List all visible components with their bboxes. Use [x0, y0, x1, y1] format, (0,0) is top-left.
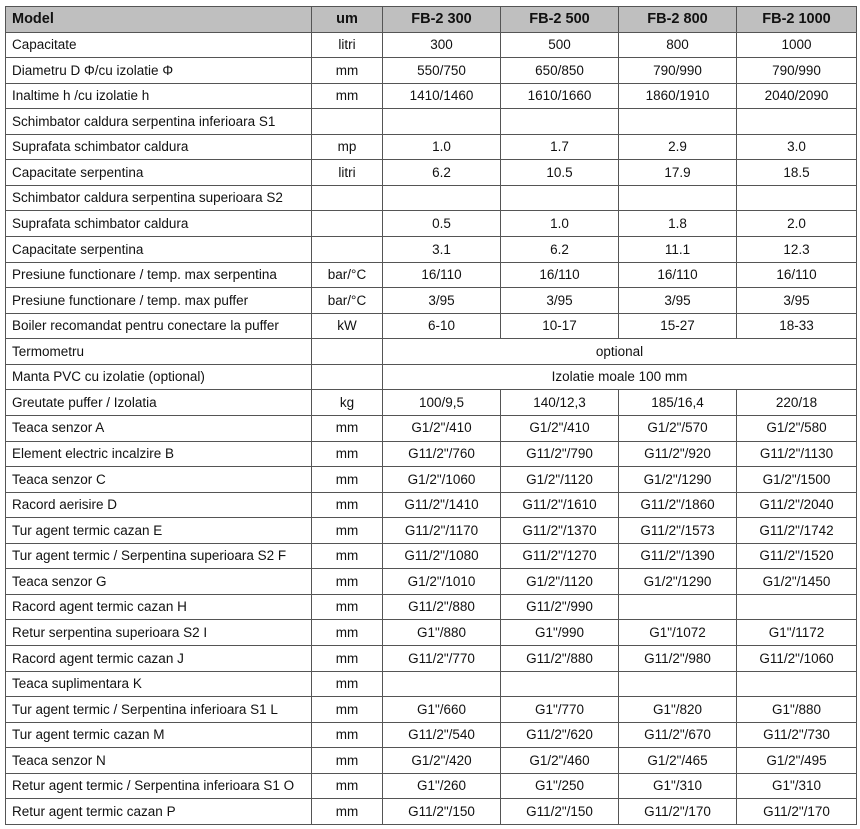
table-row — [6, 773, 857, 799]
table-row — [6, 671, 857, 697]
row-label: Tur agent termic cazan E — [6, 518, 312, 544]
row-label: Diametru D Φ/cu izolatie Φ — [6, 58, 312, 84]
cell-model-2: G1/2"/410 — [501, 415, 619, 441]
row-unit: mm — [312, 594, 383, 620]
header-model: Model — [6, 7, 312, 33]
table-row — [6, 262, 857, 288]
cell-model-4: G1/2"/1500 — [737, 467, 857, 493]
row-label: Presiune functionare / temp. max puffer — [6, 288, 312, 314]
row-span-value: Izolatie moale 100 mm — [383, 364, 857, 390]
row-unit: mm — [312, 83, 383, 109]
row-unit: bar/°C — [312, 288, 383, 314]
row-unit: bar/°C — [312, 262, 383, 288]
cell-model-4: 16/110 — [737, 262, 857, 288]
cell-model-4: 2040/2090 — [737, 83, 857, 109]
cell-model-4 — [737, 671, 857, 697]
cell-model-3: G1"/310 — [619, 773, 737, 799]
row-label: Racord agent termic cazan J — [6, 646, 312, 672]
row-unit: mm — [312, 58, 383, 84]
cell-model-4: G11/2"/2040 — [737, 492, 857, 518]
cell-model-3: G1"/820 — [619, 697, 737, 723]
cell-model-4: 1000 — [737, 32, 857, 58]
cell-model-2: G11/2"/1610 — [501, 492, 619, 518]
row-label: Capacitate — [6, 32, 312, 58]
cell-model-1: G11/2"/150 — [383, 799, 501, 825]
row-unit: mm — [312, 492, 383, 518]
row-label: Boiler recomandat pentru conectare la puffer — [6, 313, 312, 339]
cell-model-1: 300 — [383, 32, 501, 58]
row-label: Racord agent termic cazan H — [6, 594, 312, 620]
row-unit — [312, 237, 383, 263]
cell-model-2: G1"/990 — [501, 620, 619, 646]
cell-model-2: G11/2"/620 — [501, 722, 619, 748]
cell-model-3: 790/990 — [619, 58, 737, 84]
cell-model-4: G11/2"/730 — [737, 722, 857, 748]
row-label: Greutate puffer / Izolatia — [6, 390, 312, 416]
row-unit: mm — [312, 543, 383, 569]
cell-model-4: G1"/880 — [737, 697, 857, 723]
cell-model-3 — [619, 671, 737, 697]
cell-model-3 — [619, 109, 737, 135]
cell-model-2: G11/2"/1270 — [501, 543, 619, 569]
cell-model-1: G1/2"/1010 — [383, 569, 501, 595]
table-row — [6, 160, 857, 186]
row-unit: kg — [312, 390, 383, 416]
cell-model-3: G1/2"/1290 — [619, 569, 737, 595]
cell-model-3: G1"/1072 — [619, 620, 737, 646]
row-label: Manta PVC cu izolatie (optional) — [6, 364, 312, 390]
cell-model-3: 17.9 — [619, 160, 737, 186]
cell-model-3 — [619, 594, 737, 620]
cell-model-3: G1/2"/1290 — [619, 467, 737, 493]
cell-model-3: G11/2"/1860 — [619, 492, 737, 518]
row-label: Schimbator caldura serpentina inferioara S1 — [6, 109, 312, 135]
table-row — [6, 543, 857, 569]
cell-model-2: 6.2 — [501, 237, 619, 263]
table-row — [6, 697, 857, 723]
row-label: Capacitate serpentina — [6, 160, 312, 186]
row-label: Presiune functionare / temp. max serpentina — [6, 262, 312, 288]
row-unit: mm — [312, 518, 383, 544]
cell-model-3: 800 — [619, 32, 737, 58]
cell-model-2 — [501, 109, 619, 135]
row-unit: mm — [312, 415, 383, 441]
row-label: Teaca senzor A — [6, 415, 312, 441]
table-row — [6, 594, 857, 620]
cell-model-1: G1/2"/420 — [383, 748, 501, 774]
cell-model-3: G1/2"/570 — [619, 415, 737, 441]
cell-model-1: 6-10 — [383, 313, 501, 339]
cell-model-1: 100/9,5 — [383, 390, 501, 416]
header-model-4: FB-2 1000 — [737, 7, 857, 33]
row-unit — [312, 211, 383, 237]
cell-model-4: 12.3 — [737, 237, 857, 263]
cell-model-4: G11/2"/1060 — [737, 646, 857, 672]
table-row — [6, 518, 857, 544]
row-unit — [312, 185, 383, 211]
row-unit: mm — [312, 697, 383, 723]
spec-table — [5, 6, 857, 825]
cell-model-3: 11.1 — [619, 237, 737, 263]
table-row — [6, 390, 857, 416]
header-model-3: FB-2 800 — [619, 7, 737, 33]
table-row — [6, 32, 857, 58]
row-label: Teaca senzor C — [6, 467, 312, 493]
cell-model-2: G11/2"/150 — [501, 799, 619, 825]
row-unit: mm — [312, 671, 383, 697]
cell-model-4 — [737, 185, 857, 211]
cell-model-1: G11/2"/1080 — [383, 543, 501, 569]
row-label: Tur agent termic / Serpentina superioara S2 F — [6, 543, 312, 569]
row-label: Racord aerisire D — [6, 492, 312, 518]
cell-model-1: 3.1 — [383, 237, 501, 263]
cell-model-4: G1/2"/580 — [737, 415, 857, 441]
table-row — [6, 339, 857, 365]
row-unit — [312, 339, 383, 365]
cell-model-3: G11/2"/1573 — [619, 518, 737, 544]
cell-model-1: 6.2 — [383, 160, 501, 186]
table-row — [6, 722, 857, 748]
cell-model-1: G1"/260 — [383, 773, 501, 799]
cell-model-1: G1/2"/410 — [383, 415, 501, 441]
table-row — [6, 646, 857, 672]
cell-model-1 — [383, 109, 501, 135]
cell-model-4: 220/18 — [737, 390, 857, 416]
row-unit: mm — [312, 620, 383, 646]
row-label: Suprafata schimbator caldura — [6, 134, 312, 160]
spec-table-body — [6, 32, 857, 825]
table-row — [6, 185, 857, 211]
cell-model-2: G1/2"/460 — [501, 748, 619, 774]
table-row — [6, 364, 857, 390]
table-row — [6, 620, 857, 646]
row-label: Schimbator caldura serpentina superioara S2 — [6, 185, 312, 211]
cell-model-4: G1/2"/495 — [737, 748, 857, 774]
cell-model-2: 3/95 — [501, 288, 619, 314]
cell-model-1: G11/2"/760 — [383, 441, 501, 467]
row-unit: mm — [312, 646, 383, 672]
cell-model-4: G1"/310 — [737, 773, 857, 799]
row-unit: mm — [312, 773, 383, 799]
header-model-2: FB-2 500 — [501, 7, 619, 33]
cell-model-4 — [737, 109, 857, 135]
table-row — [6, 799, 857, 825]
cell-model-3: 15-27 — [619, 313, 737, 339]
row-label: Teaca senzor G — [6, 569, 312, 595]
cell-model-1 — [383, 185, 501, 211]
row-label: Capacitate serpentina — [6, 237, 312, 263]
cell-model-1: 550/750 — [383, 58, 501, 84]
cell-model-1: 1410/1460 — [383, 83, 501, 109]
row-unit: mm — [312, 799, 383, 825]
row-label: Retur serpentina superioara S2 I — [6, 620, 312, 646]
cell-model-4: G11/2"/170 — [737, 799, 857, 825]
row-label: Retur agent termic cazan P — [6, 799, 312, 825]
table-row — [6, 415, 857, 441]
cell-model-2: 1.7 — [501, 134, 619, 160]
header-row — [6, 7, 857, 33]
table-row — [6, 83, 857, 109]
row-unit: mm — [312, 441, 383, 467]
cell-model-4: G1/2"/1450 — [737, 569, 857, 595]
cell-model-1: 3/95 — [383, 288, 501, 314]
cell-model-3: 2.9 — [619, 134, 737, 160]
cell-model-1: G1"/660 — [383, 697, 501, 723]
cell-model-2: 16/110 — [501, 262, 619, 288]
cell-model-4 — [737, 594, 857, 620]
cell-model-1: G11/2"/1410 — [383, 492, 501, 518]
cell-model-1: G1/2"/1060 — [383, 467, 501, 493]
row-label: Suprafata schimbator caldura — [6, 211, 312, 237]
table-row — [6, 211, 857, 237]
cell-model-1 — [383, 671, 501, 697]
cell-model-4: 790/990 — [737, 58, 857, 84]
table-row — [6, 134, 857, 160]
table-row — [6, 58, 857, 84]
cell-model-1: 0.5 — [383, 211, 501, 237]
cell-model-4: G11/2"/1520 — [737, 543, 857, 569]
cell-model-4: 18-33 — [737, 313, 857, 339]
cell-model-4: G11/2"/1130 — [737, 441, 857, 467]
cell-model-1: G11/2"/1170 — [383, 518, 501, 544]
cell-model-1: 16/110 — [383, 262, 501, 288]
table-row — [6, 748, 857, 774]
row-unit — [312, 364, 383, 390]
row-unit: kW — [312, 313, 383, 339]
cell-model-3: 185/16,4 — [619, 390, 737, 416]
row-unit: litri — [312, 160, 383, 186]
cell-model-1: G1"/880 — [383, 620, 501, 646]
cell-model-4: 3.0 — [737, 134, 857, 160]
cell-model-2: 1610/1660 — [501, 83, 619, 109]
cell-model-2: 10.5 — [501, 160, 619, 186]
row-label: Tur agent termic / Serpentina inferioara S1 L — [6, 697, 312, 723]
cell-model-2: G1"/250 — [501, 773, 619, 799]
cell-model-2: G11/2"/790 — [501, 441, 619, 467]
cell-model-3: G1/2"/465 — [619, 748, 737, 774]
cell-model-4: 3/95 — [737, 288, 857, 314]
cell-model-3 — [619, 185, 737, 211]
cell-model-2: G1/2"/1120 — [501, 569, 619, 595]
row-unit: litri — [312, 32, 383, 58]
cell-model-3: 16/110 — [619, 262, 737, 288]
row-unit — [312, 109, 383, 135]
cell-model-1: G11/2"/770 — [383, 646, 501, 672]
header-model-1: FB-2 300 — [383, 7, 501, 33]
cell-model-2: G11/2"/880 — [501, 646, 619, 672]
row-unit: mm — [312, 748, 383, 774]
cell-model-4: G11/2"/1742 — [737, 518, 857, 544]
row-unit: mm — [312, 722, 383, 748]
row-label: Teaca senzor N — [6, 748, 312, 774]
row-label: Element electric incalzire B — [6, 441, 312, 467]
table-row — [6, 569, 857, 595]
row-span-value: optional — [383, 339, 857, 365]
row-label: Teaca suplimentara K — [6, 671, 312, 697]
row-label: Inaltime h /cu izolatie h — [6, 83, 312, 109]
cell-model-4: 2.0 — [737, 211, 857, 237]
cell-model-3: 3/95 — [619, 288, 737, 314]
cell-model-2 — [501, 185, 619, 211]
cell-model-2: 10-17 — [501, 313, 619, 339]
row-unit: mm — [312, 569, 383, 595]
row-label: Retur agent termic / Serpentina inferioara S1 O — [6, 773, 312, 799]
cell-model-3: G11/2"/670 — [619, 722, 737, 748]
cell-model-2: 500 — [501, 32, 619, 58]
cell-model-2: G11/2"/990 — [501, 594, 619, 620]
table-row — [6, 441, 857, 467]
cell-model-3: G11/2"/170 — [619, 799, 737, 825]
cell-model-2: G11/2"/1370 — [501, 518, 619, 544]
cell-model-2: G1"/770 — [501, 697, 619, 723]
table-row — [6, 288, 857, 314]
cell-model-4: 18.5 — [737, 160, 857, 186]
cell-model-1: 1.0 — [383, 134, 501, 160]
row-label: Tur agent termic cazan M — [6, 722, 312, 748]
cell-model-1: G11/2"/540 — [383, 722, 501, 748]
table-row — [6, 109, 857, 135]
cell-model-3: G11/2"/1390 — [619, 543, 737, 569]
cell-model-2: 1.0 — [501, 211, 619, 237]
cell-model-2: 140/12,3 — [501, 390, 619, 416]
table-row — [6, 313, 857, 339]
row-label: Termometru — [6, 339, 312, 365]
table-row — [6, 237, 857, 263]
cell-model-2 — [501, 671, 619, 697]
cell-model-3: 1.8 — [619, 211, 737, 237]
cell-model-3: 1860/1910 — [619, 83, 737, 109]
cell-model-2: G1/2"/1120 — [501, 467, 619, 493]
table-row — [6, 467, 857, 493]
cell-model-4: G1"/1172 — [737, 620, 857, 646]
table-row — [6, 492, 857, 518]
row-unit: mp — [312, 134, 383, 160]
cell-model-1: G11/2"/880 — [383, 594, 501, 620]
header-unit: um — [312, 7, 383, 33]
row-unit: mm — [312, 467, 383, 493]
cell-model-2: 650/850 — [501, 58, 619, 84]
cell-model-3: G11/2"/980 — [619, 646, 737, 672]
cell-model-3: G11/2"/920 — [619, 441, 737, 467]
